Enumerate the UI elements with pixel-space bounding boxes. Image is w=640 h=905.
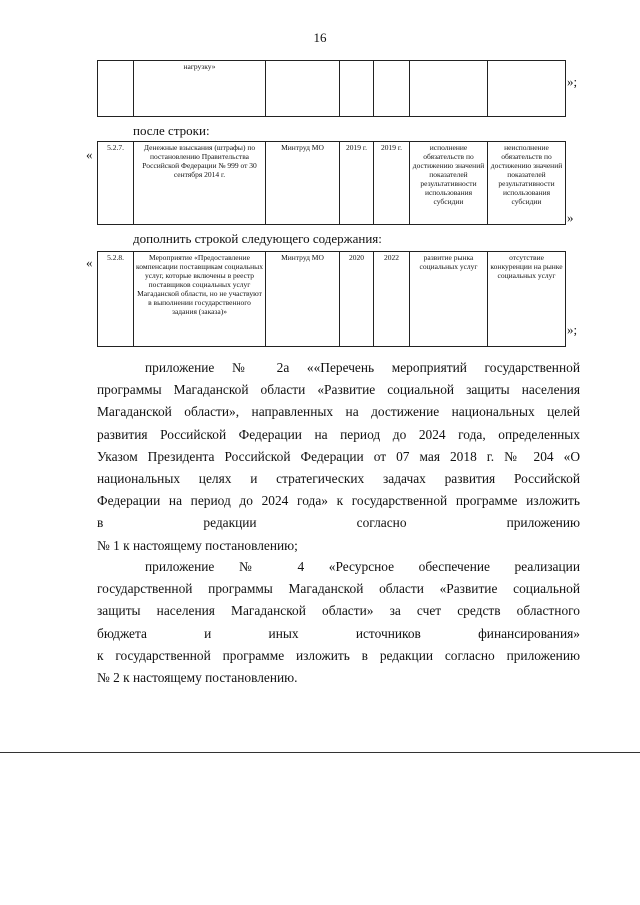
row-527-closing-quote: » xyxy=(567,210,574,225)
row-527-name: Денежные взыскания (штрафы) по постановлению Правительства Российской Федерации № 999 от 30 сентября 2014 г. xyxy=(134,142,266,225)
paragraph-2 xyxy=(97,556,580,689)
fragment-cell-consequence xyxy=(488,61,566,117)
row-528-table xyxy=(97,251,566,347)
fragment-cell-start xyxy=(340,61,374,117)
row-528-end: 2022 xyxy=(374,252,410,347)
paragraph-1-line: национальных целях и стратегических задачах развития Российской xyxy=(97,471,580,487)
paragraph-2-line: к государственной программе изложить в редакции согласно приложению xyxy=(97,647,580,663)
row-528-consequence: отсутствие конкуренции на рынке социальных услуг xyxy=(488,252,566,347)
row-527-end: 2019 г. xyxy=(374,142,410,225)
row-527-start: 2019 г. xyxy=(340,142,374,225)
paragraph-1-line: в редакции согласно приложению xyxy=(97,515,580,531)
row-528-closing-quote: »; xyxy=(567,322,578,337)
row-528-open-quote: « xyxy=(86,255,93,270)
row-527-table xyxy=(97,141,566,225)
paragraph-1-line: программы Магаданской области «Развитие социальной защиты населения xyxy=(97,382,580,398)
row-528-executor: Минтруд МО xyxy=(266,252,340,347)
heading-add-row: дополнить строкой следующего содержания: xyxy=(133,231,382,246)
paragraph-1-line: № 1 к настоящему постановлению; xyxy=(97,537,298,553)
fragment-cell-end xyxy=(374,61,410,117)
fragment-closing-quote: »; xyxy=(567,74,578,89)
fragment-cell-name: нагрузку» xyxy=(134,61,266,117)
paragraph-1 xyxy=(97,357,580,557)
page-divider xyxy=(0,752,640,753)
paragraph-2-line: защиты населения Магаданской области» за счет средств областного xyxy=(97,603,580,619)
paragraph-2-line: приложение № 4 «Ресурсное обеспечение реализации xyxy=(145,559,580,574)
page-number: 16 xyxy=(313,30,327,45)
heading-after-row: после строки: xyxy=(133,123,210,138)
row-527-consequence: неисполнение обязательств по достижению значений показателей результативности использования субсидии xyxy=(488,142,566,225)
paragraph-2-line: № 2 к настоящему постановлению. xyxy=(97,670,298,686)
fragment-cell-number xyxy=(98,61,134,117)
paragraph-1-line: Федерации на период до 2024 года» к государственной программе изложить xyxy=(97,493,580,509)
fragment-cell-result xyxy=(410,61,488,117)
row-527-open-quote: « xyxy=(86,147,93,162)
row-528-number: 5.2.8. xyxy=(98,252,134,347)
paragraph-1-line: Указом Президента Российской Федерации от 07 мая 2018 г. № 204 «О xyxy=(97,448,580,464)
fragment-cell-executor xyxy=(266,61,340,117)
row-527-number: 5.2.7. xyxy=(98,142,134,225)
table-fragment xyxy=(97,60,566,117)
row-527-executor: Минтруд МО xyxy=(266,142,340,225)
paragraph-2-line: государственной программы Магаданской области «Развитие социальной xyxy=(97,581,580,597)
row-528-result: развитие рынка социальных услуг xyxy=(410,252,488,347)
paragraph-2-line: бюджета и иных источников финансирования» xyxy=(97,625,580,641)
row-527-result: исполнение обязательств по достижению значений показателей результативности использования субсидии xyxy=(410,142,488,225)
paragraph-1-line: развития Российской Федерации на период до 2024 года, определенных xyxy=(97,426,580,442)
paragraph-1-line: Магаданской области», направленных на достижение национальных целей xyxy=(97,404,580,420)
paragraph-1-line: приложение № 2а ««Перечень мероприятий государственной xyxy=(145,360,580,375)
row-528-start: 2020 xyxy=(340,252,374,347)
row-528-name: Мероприятие «Предоставление компенсации поставщикам социальных услуг, которые включены в реестр поставщиков социальных услуг Магаданской области, но не участвуют в выполнении государственного задания (заказа)» xyxy=(134,252,266,347)
